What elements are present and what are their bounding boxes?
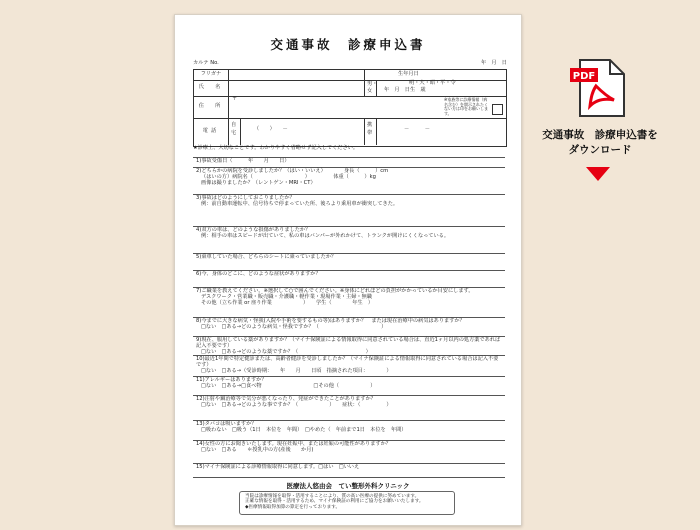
question-3-line: 3)事故はどのようにしておこりましたか？ — [196, 195, 295, 201]
furigana-label: フリガナ — [194, 70, 229, 80]
info-line-3: ◆医療情報取得加算の算定を行っております。 — [245, 504, 341, 510]
form-sheet — [174, 14, 522, 526]
question-15 — [193, 463, 505, 475]
mobile-phone-format: － － — [404, 126, 430, 132]
download-line-1: 交通事故 診療申込書を — [542, 129, 658, 141]
question-7-line: 7)ご職業を教えてください。※選択して○で囲んでください。※身体にどれほどの負担がかかっているか目安にします。 — [196, 288, 474, 294]
patient-info-table — [193, 69, 507, 147]
question-3-line: 例：前自動車運転中、信号待ちで停まっていた所、後ろより乗用車が衝突してきた。 — [201, 200, 399, 207]
question-10-line: □ない □ある→（受診時期： 年 月 日頃 指摘された項目： ） — [201, 367, 392, 374]
mobile-label: 携帯 — [367, 122, 373, 136]
info-line-2: 正確な情報を取得・活用するため、マイナ保険証の利用にご協力をお願いいたします。 — [245, 499, 424, 505]
download-link[interactable] — [520, 128, 680, 158]
question-1-line: 1)事故受傷日（ 年 月 日） — [196, 158, 290, 164]
question-7 — [193, 287, 505, 317]
question-9 — [193, 336, 505, 355]
download-line-2: ダウンロード — [568, 144, 632, 157]
question-5-line: 5)乗車していた場合、どちらのシートに乗っていましたか？ — [196, 254, 337, 260]
question-10 — [193, 355, 505, 376]
question-2-line: 画像は撮りましたか？（レントゲン・MRI・CT） — [201, 179, 316, 186]
form-date-labels: 年 月 日 — [481, 60, 507, 66]
question-10-line: 10)最近1年間で特定健診または、高齢者健診を受診しましたか？（マイナ保険証による情報取得に同意されている場合は記入不要です） — [196, 356, 499, 368]
question-11-line: □ない □ある→□食べ物 □その他（ ） — [201, 382, 376, 389]
form-title: 交通事故 診療申込書 — [270, 37, 426, 52]
question-9-line: 9)現在、服用している薬がありますか？（マイナ保険証による情報取得に同意されている場合は、直近1ヶ月以内の処方薬であれば記入不要です） — [196, 337, 501, 349]
phone-label: 電話 — [194, 118, 229, 145]
name-row — [194, 80, 506, 97]
address-label: 住 所 — [194, 96, 229, 118]
question-2-line: 2)どちらかの病院を受診しましたか？（はい・いいえ） 身長（ ）cm — [196, 168, 389, 174]
question-14-line: □ない □ある ＊授乳中の方(産後 か月) — [201, 446, 314, 453]
name-label: 氏 名 — [194, 80, 229, 96]
postal-mark: 〒 — [232, 96, 238, 102]
instruction-note: ★診療上、大切なことです。わかりやすく省略せず記入してください。 — [193, 145, 359, 151]
question-13-line: 13)タバコは吸いますか？ — [196, 421, 257, 427]
question-4-line: 4)双方の車は、どのような損傷がありましたか？ — [196, 227, 311, 233]
birth-label: 生年月日 — [398, 71, 419, 77]
question-6-line: 6)今、身体のどこに、どのような症状がありますか？ — [196, 271, 321, 277]
question-11-line: 11)アレルギーはありますか？ — [196, 377, 267, 383]
question-6 — [193, 270, 505, 287]
question-2-line: （はいの方）病院名（ ） 体重（ ）kg — [201, 173, 376, 180]
question-13 — [193, 420, 505, 440]
question-11 — [193, 376, 505, 395]
question-7-line: その他（立ち作業 or 座り作業 ） 学生（ 年生 ） — [201, 299, 374, 306]
era-labels: 明・大・昭・平・令 — [409, 80, 456, 86]
phone-row — [194, 118, 506, 145]
pdf-label: PDF — [572, 71, 596, 82]
question-8-line: □ない □ある→どのような病気・怪我ですか？（ ） — [201, 323, 387, 330]
question-1 — [193, 157, 505, 167]
birth-ymd: 年 月 日生 歳 — [384, 87, 426, 93]
info-line-1: 当院は診療情報を取得・活用することにより、質の高い医療の提供に努めています。 — [245, 494, 420, 499]
home-label: 自宅 — [231, 122, 237, 136]
down-arrow-icon — [586, 167, 610, 181]
question-12 — [193, 395, 505, 420]
question-14-line: 14)女性の方にお聞きいたします。現在妊娠中、または妊娠の可能性がありますか？ — [196, 441, 391, 447]
nondisclosure-note: ※家族等に診療情報（病名含む）を開示されたくない方は印をお願いします。 — [444, 97, 488, 116]
nondisclosure-checkbox[interactable] — [492, 104, 503, 115]
question-2 — [193, 167, 505, 194]
address-row — [194, 96, 506, 119]
sex-label: 男・女 — [367, 81, 378, 95]
question-15-line: 15)マイナ保険証による診療情報取得に同意します。□はい □いいえ — [196, 464, 360, 470]
question-4-line: 例：相手の車はスピードが出ていて、私の車はバンパーが外れかけて、トランクが開けにくくなっている。 — [201, 232, 450, 239]
question-7-line: デスクワーク・営業職・販売職・介護職・軽作業・現場作業・主婦・無職 — [201, 293, 372, 300]
question-12-line: 12)注射や鍼治療等で気分が悪くなったり、発症ができたことがありますか？ — [196, 396, 376, 402]
question-8-line: 8)今までに大きな病気・怪我(入院や手術を要するもの等)はありますか？ または現在治療中の病気はありますか？ — [196, 318, 465, 324]
home-phone-format: （ ） － — [254, 126, 288, 132]
question-9-line: □ない □ある→どのような薬ですか？（ ） — [201, 348, 371, 355]
question-13-line: □吸わない □吸う（1日 本位を 年間） □やめた（ 年前まで1日 本位を 年間） — [201, 426, 407, 433]
question-4 — [193, 226, 505, 253]
clinic-name: 医療法人悠由会 てい整形外科クリニック — [286, 482, 410, 490]
question-3 — [193, 194, 505, 226]
question-12-line: □ない □ある→どのような事ですか？（ ） 症状：（ ） — [201, 401, 392, 408]
question-8 — [193, 317, 505, 336]
pdf-download-icon[interactable] — [566, 56, 630, 120]
question-14 — [193, 440, 505, 463]
karte-number-label: カルテ No. — [193, 60, 219, 66]
question-5 — [193, 253, 505, 270]
my-number-info-box — [239, 491, 455, 515]
bottom-rule — [193, 477, 505, 478]
